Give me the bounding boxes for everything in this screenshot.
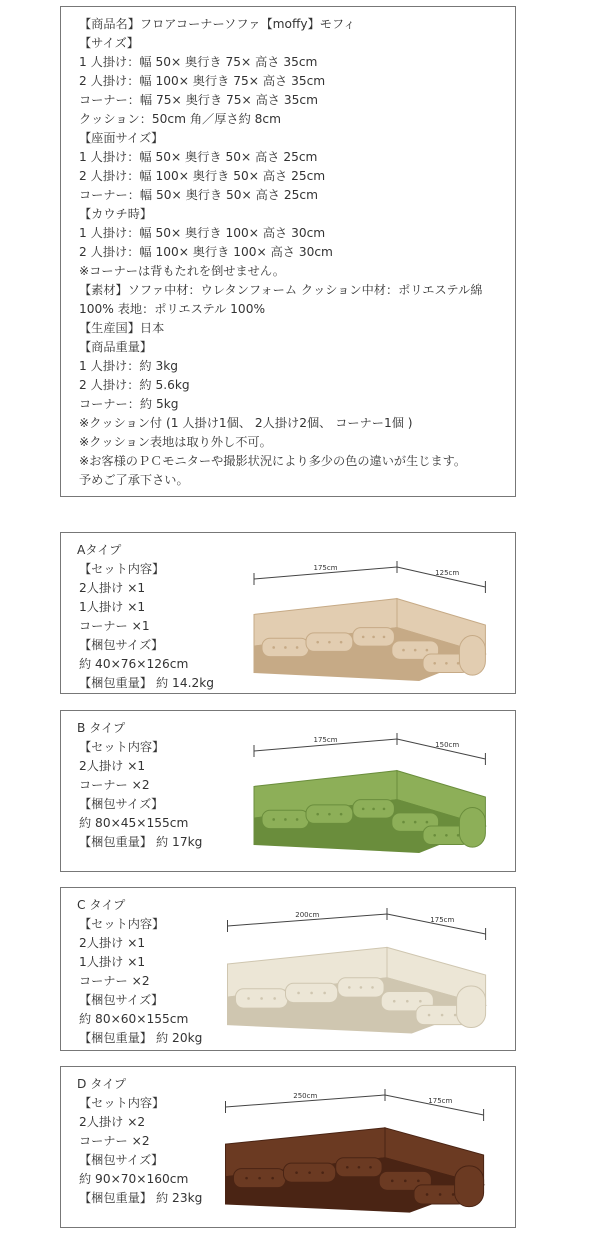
spec-line: 【生産国】日本: [79, 321, 165, 335]
cushion-tuft: [406, 1000, 409, 1003]
cushion-tuft: [419, 1000, 422, 1003]
type-line: 2人掛け ×1: [79, 936, 146, 950]
cushion-tuft: [428, 1014, 431, 1017]
spec-line: 【座面サイズ】: [79, 131, 164, 145]
spec-line: コーナー：幅 75× 奥行き 75× 高さ 35cm: [79, 93, 318, 107]
cushion-tuft: [272, 818, 275, 821]
type-b-box: [60, 710, 516, 872]
type-line: 2人掛け ×1: [79, 581, 146, 595]
spec-line: 2 人掛け：幅 100× 奥行き 75× 高さ 35cm: [79, 74, 326, 88]
type-line: 2人掛け ×1: [79, 759, 146, 773]
cushion-tuft: [346, 1166, 349, 1169]
cushion-tuft: [454, 1014, 457, 1017]
cushion-tuft: [360, 986, 363, 989]
cushion-tuft: [414, 821, 417, 824]
cushion-tuft: [426, 649, 429, 652]
cushion-tuft: [247, 997, 250, 1000]
sofa-arm: [459, 636, 485, 676]
cushion-tuft: [426, 1193, 429, 1196]
type-a-text: [77, 541, 214, 693]
spec-line: 【サイズ】: [79, 36, 139, 50]
type-c-box: [60, 887, 516, 1051]
spec-line: 【商品重量】: [79, 340, 153, 354]
spec-line: 100% 表地：ポリエステル 100%: [79, 302, 266, 316]
cushion-tuft: [362, 808, 365, 811]
type-line: 1人掛け ×1: [79, 955, 146, 969]
dimension-label-long: 250cm: [293, 1092, 318, 1100]
spec-line: ※クッション付 (1 人掛け1個、 2人掛け2個、 コーナー1個 ): [79, 416, 413, 430]
type-line: 約 90×70×160cm: [79, 1172, 189, 1186]
spec-line: 【素材】ソファ中材：ウレタンフォーム クッション中材：ポリエステル綿: [79, 283, 483, 297]
dimension-label-short: 175cm: [430, 916, 455, 924]
type-line: 【セット内容】: [79, 1096, 165, 1110]
cushion-tuft: [445, 834, 448, 837]
type-line: 【梱包サイズ】: [79, 1153, 164, 1167]
cushion-tuft: [316, 813, 319, 816]
type-line: コーナー ×2: [79, 1134, 150, 1148]
cushion-tuft: [296, 646, 299, 649]
cushion-tuft: [316, 641, 319, 644]
type-line: 【セット内容】: [79, 917, 165, 931]
type-line: 【セット内容】: [79, 740, 165, 754]
type-line: 【梱包サイズ】: [79, 993, 164, 1007]
sofa-arm: [459, 808, 485, 848]
dimension-label-short: 150cm: [435, 741, 460, 749]
cushion-tuft: [362, 636, 365, 639]
dimension-label-long: 200cm: [295, 911, 320, 919]
cushion-tuft: [391, 1180, 394, 1183]
cushion-tuft: [393, 1000, 396, 1003]
cushion-tuft: [445, 662, 448, 665]
spec-table: [60, 6, 516, 497]
spec-line: クッション：50cm 角／厚さ約 8cm: [79, 112, 281, 126]
spec-line: 2 人掛け：幅 100× 奥行き 50× 高さ 25cm: [79, 169, 326, 183]
spec-line: 【商品名】フロアコーナーソファ【moffy】モフィ: [79, 17, 356, 31]
cushion-tuft: [402, 821, 405, 824]
spec-line: コーナー：約 5kg: [79, 397, 179, 411]
cushion-tuft: [452, 1193, 455, 1196]
dimension-label-short: 175cm: [428, 1097, 453, 1105]
cushion-tuft: [328, 813, 331, 816]
cushion-tuft: [340, 813, 343, 816]
type-line: コーナー ×2: [79, 778, 150, 792]
cushion-tuft: [245, 1177, 248, 1180]
cushion-tuft: [272, 646, 275, 649]
type-line: 【梱包重量】 約 20kg: [79, 1031, 203, 1045]
type-line: 【梱包重量】 約 17kg: [79, 835, 203, 849]
spec-line: ※クッション表地は取り外し不可。: [79, 435, 272, 449]
type-line: 約 40×76×126cm: [79, 657, 189, 671]
spec-line: ※お客様のＰＣモニターや撮影状況により多少の色の違いが生じます。: [79, 454, 467, 468]
type-line: コーナー ×1: [79, 619, 150, 633]
cushion-tuft: [439, 1193, 442, 1196]
type-line: 2人掛け ×2: [79, 1115, 146, 1129]
spec-line: 1 人掛け：幅 50× 奥行き 100× 高さ 30cm: [79, 226, 326, 240]
type-line: 【梱包サイズ】: [79, 638, 164, 652]
cushion-tuft: [371, 986, 374, 989]
type-c-sofa-image: [213, 906, 503, 1044]
type-b-text: [77, 719, 202, 852]
cushion-tuft: [296, 818, 299, 821]
sofa-arm: [457, 986, 486, 1027]
cushion-tuft: [284, 818, 287, 821]
cushion-tuft: [328, 641, 331, 644]
type-line: コーナー ×2: [79, 974, 150, 988]
cushion-tuft: [348, 986, 351, 989]
cushion-tuft: [372, 636, 375, 639]
spec-line: 【カウチ時】: [79, 207, 153, 221]
dimension-label-short: 125cm: [435, 569, 460, 577]
spec-line: 2 人掛け：幅 100× 奥行き 100× 高さ 30cm: [79, 245, 333, 259]
cushion-tuft: [273, 997, 276, 1000]
cushion-tuft: [433, 662, 436, 665]
spec-line: コーナー：幅 50× 奥行き 50× 高さ 25cm: [79, 188, 318, 202]
type-line: 約 80×45×155cm: [79, 816, 189, 830]
type-line: 約 80×60×155cm: [79, 1012, 189, 1026]
type-a-box: [60, 532, 516, 694]
dimension-label-long: 175cm: [313, 736, 338, 744]
spec-line: 1 人掛け：約 3kg: [79, 359, 178, 373]
cushion-tuft: [310, 992, 313, 995]
type-b-sofa-image: [241, 731, 501, 863]
spec-line: 予めご了承下さい。: [79, 473, 189, 487]
cushion-tuft: [433, 834, 436, 837]
dimension-label-long: 175cm: [313, 564, 338, 572]
type-line: 【梱包サイズ】: [79, 797, 164, 811]
cushion-tuft: [404, 1180, 407, 1183]
cushion-tuft: [308, 1171, 311, 1174]
type-line: C タイプ: [77, 898, 126, 912]
type-line: Aタイプ: [77, 543, 122, 557]
type-line: 1人掛け ×1: [79, 600, 146, 614]
spec-line: ※コーナーは背もたれを倒せません。: [79, 264, 285, 278]
cushion-tuft: [358, 1166, 361, 1169]
cushion-tuft: [295, 1171, 298, 1174]
type-line: 【梱包重量】 約 14.2kg: [79, 676, 214, 690]
type-d-sofa-image: [211, 1087, 501, 1223]
cushion-tuft: [323, 992, 326, 995]
spec-line: 1 人掛け：幅 50× 奥行き 50× 高さ 25cm: [79, 150, 318, 164]
cushion-tuft: [414, 649, 417, 652]
cushion-tuft: [383, 808, 386, 811]
cushion-tuft: [321, 1171, 324, 1174]
cushion-tuft: [271, 1177, 274, 1180]
type-line: B タイプ: [77, 721, 126, 735]
cushion-tuft: [369, 1166, 372, 1169]
cushion-tuft: [340, 641, 343, 644]
cushion-tuft: [297, 992, 300, 995]
type-line: D タイプ: [77, 1077, 127, 1091]
cushion-tuft: [441, 1014, 444, 1017]
cushion-tuft: [383, 636, 386, 639]
type-d-box: [60, 1066, 516, 1228]
cushion-tuft: [284, 646, 287, 649]
cushion-tuft: [417, 1180, 420, 1183]
type-c-text: [77, 896, 202, 1048]
type-a-sofa-image: [241, 559, 501, 691]
type-d-text: [77, 1075, 202, 1208]
cushion-tuft: [402, 649, 405, 652]
sofa-arm: [455, 1166, 484, 1207]
cushion-tuft: [372, 808, 375, 811]
cushion-tuft: [258, 1177, 261, 1180]
spec-line: 1 人掛け：幅 50× 奥行き 75× 高さ 35cm: [79, 55, 318, 69]
spec-line: 2 人掛け：約 5.6kg: [79, 378, 190, 392]
cushion-tuft: [260, 997, 263, 1000]
type-line: 【セット内容】: [79, 562, 165, 576]
type-line: 【梱包重量】 約 23kg: [79, 1191, 203, 1205]
cushion-tuft: [426, 821, 429, 824]
